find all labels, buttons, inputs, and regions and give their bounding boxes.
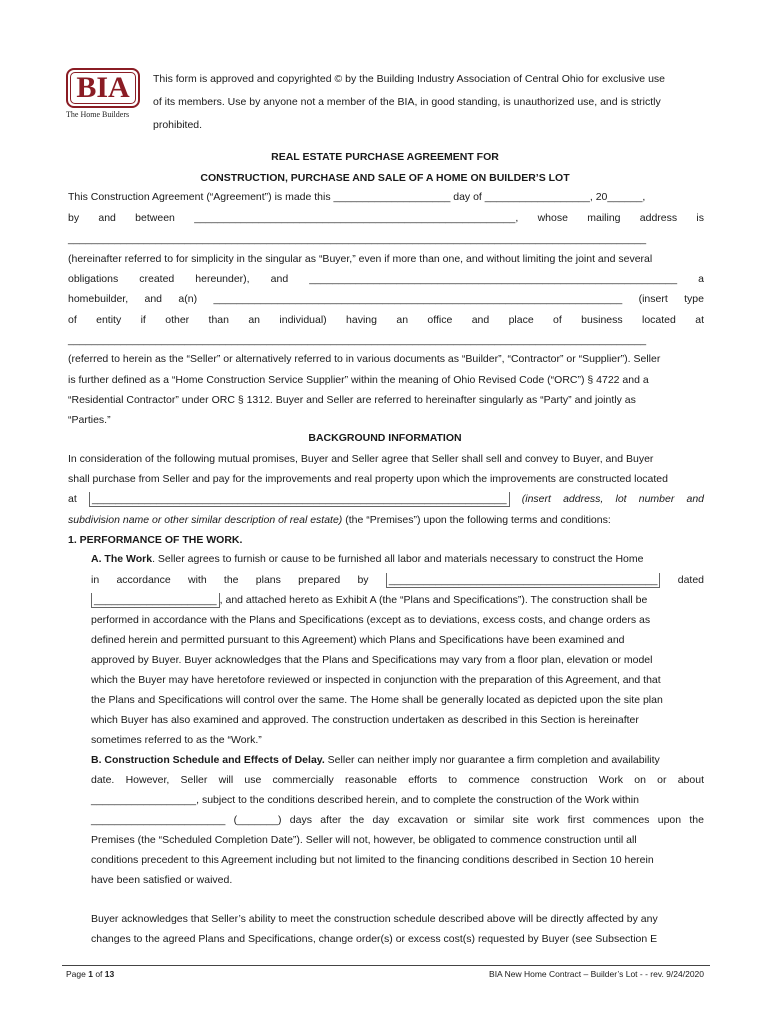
intro-line: homebuilder, and a(n) ______________________________________________________________________ (insert type (68, 293, 704, 305)
background-line: at _______________________________________________________________________ (insert address, lot number and (68, 493, 705, 505)
section-a-line: performed in accordance with the Plans and Specifications (except as to deviations, excess costs, and change orders as (91, 614, 651, 626)
section-b-line: have been satisfied or waived. (91, 874, 233, 886)
section-a-label: A. The Work (91, 553, 153, 565)
seller-address-blank: ___________________________________________________________________________________________________ (68, 334, 647, 346)
intro-line: This Construction Agreement (“Agreement”) is made this ____________________ day of __________________, 20______, (68, 191, 646, 203)
section-a-line: in accordance with the plans prepared by ______________________________________________ dated (91, 574, 705, 586)
form-revision: BIA New Home Contract – Builder’s Lot - - rev. 9/24/2020 (489, 969, 704, 979)
section-b-line: __________________, subject to the conditions described herein, and to complete the construction of the Work within (91, 794, 639, 806)
intro-line: (referred to herein as the “Seller” or alternatively referred to in various documents as “Builder”, “Contractor” or “Supplier”). Seller (68, 353, 661, 365)
logo-text: BIA (76, 71, 130, 104)
logo-badge (66, 68, 140, 108)
section-a-line: the Plans and Specifications will control over the same. The Home shall be generally located as depicted upon the site plan (91, 694, 663, 706)
background-heading: BACKGROUND INFORMATION (308, 432, 462, 444)
document-title: REAL ESTATE PURCHASE AGREEMENT FOR (271, 151, 499, 163)
section-b-line: _______________________ (_______) days after the day excavation or similar site work first commences upon the (91, 814, 704, 826)
section-b-line: Premises (the “Scheduled Completion Date”). Seller will not, however, be obligated to commence construction until all (91, 834, 637, 846)
section-b-line: B. Construction Schedule and Effects of Delay. Seller can neither imply nor guarantee a firm completion and availability (91, 754, 660, 766)
section-a-line: sometimes referred to as the “Work.” (91, 734, 262, 746)
section-1-heading: 1. PERFORMANCE OF THE WORK. (68, 534, 243, 546)
intro-line: by and between _______________________________________________________, whose mailing address is (68, 212, 705, 224)
bia-logo (66, 68, 142, 124)
section-a-line: which Buyer has also examined and approved. The construction undertaken as described in this Section is hereinafter (91, 714, 639, 726)
intro-line: is further defined as a “Home Construction Service Supplier” within the meaning of Ohio Revised Code (“ORC”) § 4722 and a (68, 374, 649, 386)
section-b-line: date. However, Seller will use commercially reasonable efforts to commence construction Work on or about (91, 774, 704, 786)
intro-line: obligations created hereunder), and _______________________________________________________________ a (68, 273, 704, 285)
plans-date-blank: _____________________ (91, 593, 220, 608)
footer-divider (62, 965, 710, 966)
section-a-line: approved by Buyer. Buyer acknowledges that the Plans and Specifications may vary from a floor plan, elevation or model (91, 654, 653, 666)
section-a-line: _____________________ , and attached hereto as Exhibit A (the “Plans and Specifications”). The construction shall be (91, 593, 704, 608)
background-line: shall purchase from Seller and pay for the improvements and real property upon which the improvements are constructed located (68, 473, 668, 485)
intro-line: “Residential Contractor” under ORC § 1312. Buyer and Seller are referred to hereinafter singularly as “Party” and jointly as (68, 394, 636, 406)
copyright-notice (153, 68, 709, 137)
page-number: Page 1 of 13 (66, 969, 115, 979)
schedule-paragraph-line: Buyer acknowledges that Seller’s ability to meet the construction schedule described above will be directly affected by any (91, 913, 658, 925)
plans-preparer-blank: ______________________________________________ (386, 573, 661, 588)
background-line: subdivision name or other similar description of real estate) (the “Premises”) upon the following terms and conditions: (68, 514, 611, 526)
notice-line: prohibited. (153, 119, 203, 131)
seller-name-blank: _______________________________________________________________ (309, 273, 678, 285)
notice-line: of its members. Use by anyone not a member of the BIA, in good standing, is unauthorized use, and is strictly (153, 96, 661, 108)
section-b-label: B. Construction Schedule and Effects of Delay. (91, 754, 325, 766)
buyer-address-blank: ___________________________________________________________________________________________________ (68, 233, 647, 245)
intro-line: of entity if other than an individual) having an office and place of business located at (68, 314, 704, 326)
logo-tagline: The Home Builders (66, 110, 130, 119)
notice-line: This form is approved and copyrighted © by the Building Industry Association of Central Ohio for exclusive use (153, 73, 665, 85)
intro-line: “Parties.” (68, 414, 111, 426)
document-subtitle: CONSTRUCTION, PURCHASE AND SALE OF A HOME ON BUILDER’S LOT (200, 172, 570, 184)
schedule-paragraph-line: changes to the agreed Plans and Specifications, change order(s) or excess cost(s) requested by Buyer (see Subsection E (91, 933, 658, 945)
entity-type-blank: ______________________________________________________________________ (213, 293, 623, 305)
buyer-name-blank: _______________________________________________________, (194, 212, 519, 224)
background-line: In consideration of the following mutual promises, Buyer and Seller agree that Seller shall sell and convey to Buyer, and Buyer (68, 453, 654, 465)
section-a-line: A. The Work. Seller agrees to furnish or cause to be furnished all labor and materials necessary to construct the Home (91, 553, 644, 565)
premises-address-blank: _______________________________________________________________________ (89, 492, 510, 507)
intro-line: (hereinafter referred to for simplicity in the singular as “Buyer,” even if more than one, and without limiting the joint and several (68, 253, 653, 265)
section-b-line: conditions precedent to this Agreement including but not limited to the financing conditions described in Section 10 herein (91, 854, 654, 866)
section-a-line: defined herein and permitted pursuant to this Agreement) which Plans and Specifications have been examined and (91, 634, 625, 646)
section-a-line: which the Buyer may have heretofore reviewed or inspected in conjunction with the preparation of this Agreement, and that (91, 674, 661, 686)
